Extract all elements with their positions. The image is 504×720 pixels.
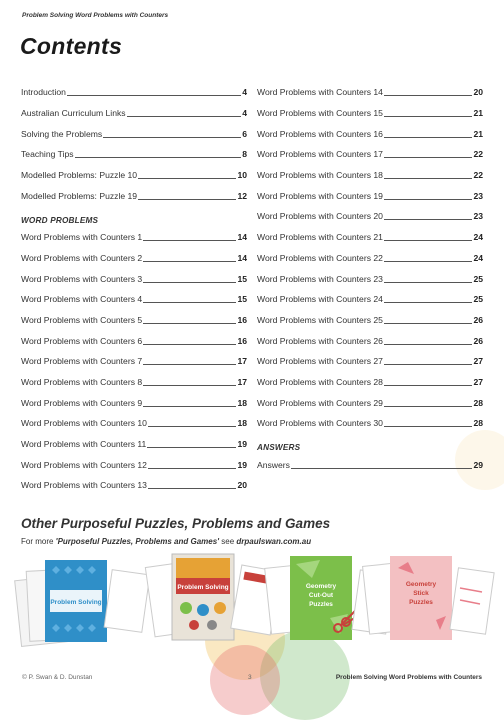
toc-row[interactable] — [257, 351, 483, 372]
subtitle-mid: see — [219, 537, 237, 546]
toc-row[interactable] — [21, 185, 247, 206]
toc-label: Solving the Problems — [21, 128, 103, 139]
toc-row[interactable] — [257, 227, 483, 248]
toc-label: Word Problems with Counters 29 — [257, 397, 383, 408]
toc-page: 15 — [237, 273, 247, 284]
footer-page-number: 3 — [248, 674, 252, 681]
toc-row[interactable] — [257, 392, 483, 413]
toc-row[interactable] — [21, 248, 247, 269]
toc-page: 21 — [473, 108, 483, 119]
toc-row[interactable] — [21, 82, 247, 103]
toc-leader — [384, 88, 473, 96]
toc-row[interactable] — [21, 268, 247, 289]
toc-page: 17 — [237, 356, 247, 367]
toc-label: Word Problems with Counters 17 — [257, 149, 383, 160]
toc-leader — [384, 316, 473, 324]
toc-page: 14 — [237, 232, 247, 243]
toc-leader — [148, 481, 237, 489]
toc-page: 22 — [473, 149, 483, 160]
toc-leader — [148, 419, 237, 427]
toc-page: 26 — [473, 335, 483, 346]
toc-row[interactable] — [21, 289, 247, 310]
toc-label: Word Problems with Counters 23 — [257, 273, 383, 284]
toc-row[interactable] — [257, 165, 483, 186]
toc-row[interactable] — [257, 289, 483, 310]
toc-label: Word Problems with Counters 15 — [257, 108, 383, 119]
toc-page: 18 — [237, 418, 247, 429]
toc-row[interactable] — [21, 227, 247, 248]
book3-title-line2: Cut-Out — [308, 592, 334, 599]
toc-row[interactable] — [257, 268, 483, 289]
toc-leader — [127, 109, 242, 117]
toc-leader — [103, 130, 241, 138]
toc-label: Word Problems with Counters 14 — [257, 87, 383, 98]
toc-page: 10 — [237, 170, 247, 181]
toc-label: Word Problems with Counters 22 — [257, 252, 383, 263]
toc-label: Word Problems with Counters 1 — [21, 232, 143, 243]
toc-page: 20 — [237, 480, 247, 491]
toc-leader — [384, 399, 473, 407]
toc-label: Word Problems with Counters 16 — [257, 128, 383, 139]
toc-leader — [143, 337, 236, 345]
book3-title-line1: Geometry — [305, 583, 337, 590]
toc-row[interactable] — [21, 434, 247, 455]
toc-label: Answers — [257, 459, 290, 470]
toc-page: 27 — [473, 376, 483, 387]
toc-label: Word Problems with Counters 21 — [257, 232, 383, 243]
toc-page: 4 — [242, 108, 247, 119]
toc-page: 21 — [473, 128, 483, 139]
toc-page: 27 — [473, 356, 483, 367]
toc-label: Word Problems with Counters 12 — [21, 459, 147, 470]
toc-page: 23 — [473, 190, 483, 201]
toc-label: Word Problems with Counters 3 — [21, 273, 143, 284]
toc-row[interactable] — [21, 413, 247, 434]
other-puzzles-subtitle — [21, 537, 311, 546]
toc-label: Word Problems with Counters 26 — [257, 335, 383, 346]
toc-leader — [75, 150, 242, 158]
toc-page: 18 — [237, 397, 247, 408]
toc-leader — [384, 150, 473, 158]
toc-row[interactable] — [257, 310, 483, 331]
toc-row[interactable] — [21, 372, 247, 393]
toc-leader — [384, 130, 473, 138]
toc-leader — [384, 357, 473, 365]
toc-leader — [384, 171, 473, 179]
toc-label: Word Problems with Counters 20 — [257, 211, 383, 222]
toc-label: Word Problems with Counters 8 — [21, 376, 143, 387]
toc-leader — [143, 233, 236, 241]
toc-leader — [384, 337, 473, 345]
toc-page: 16 — [237, 314, 247, 325]
footer-book-title: Problem Solving Word Problems with Counters — [335, 674, 482, 681]
book-cover-problem-solving-mixed[interactable] — [145, 554, 281, 640]
toc-leader — [147, 440, 236, 448]
toc-row[interactable] — [257, 206, 483, 227]
subtitle-series-name: 'Purposeful Puzzles, Problems and Games' — [55, 537, 220, 546]
toc-row[interactable] — [21, 103, 247, 124]
book-cover-geometry-stick[interactable] — [363, 556, 495, 640]
section-heading-answers: ANSWERS — [257, 443, 301, 453]
toc-leader — [384, 192, 473, 200]
toc-row[interactable] — [257, 103, 483, 124]
toc-label: Word Problems with Counters 2 — [21, 252, 143, 263]
toc-row[interactable] — [21, 351, 247, 372]
toc-row[interactable] — [21, 392, 247, 413]
toc-page: 29 — [473, 459, 483, 470]
toc-label: Word Problems with Counters 9 — [21, 397, 143, 408]
toc-leader — [143, 295, 236, 303]
book2-title: Problem Solving — [177, 584, 229, 591]
toc-page: 6 — [242, 128, 247, 139]
toc-row[interactable] — [21, 123, 247, 144]
toc-page: 19 — [237, 439, 247, 450]
toc-label: Word Problems with Counters 5 — [21, 314, 143, 325]
toc-leader — [143, 399, 236, 407]
toc-page: 22 — [473, 170, 483, 181]
toc-label: Modelled Problems: Puzzle 10 — [21, 170, 138, 181]
page-title: Contents — [20, 33, 123, 59]
toc-leader — [384, 275, 473, 283]
toc-leader — [384, 419, 473, 427]
toc-row[interactable] — [21, 475, 247, 496]
toc-leader — [384, 254, 473, 262]
toc-row[interactable] — [257, 372, 483, 393]
toc-leader — [148, 461, 237, 469]
toc-page: 28 — [473, 397, 483, 408]
toc-leader — [384, 233, 473, 241]
toc-page: 14 — [237, 252, 247, 263]
toc-row[interactable] — [257, 330, 483, 351]
toc-page: 19 — [237, 459, 247, 470]
toc-label: Teaching Tips — [21, 149, 74, 160]
contents-right-column — [257, 82, 483, 475]
toc-leader — [384, 212, 473, 220]
toc-page: 25 — [473, 273, 483, 284]
toc-label: Word Problems with Counters 18 — [257, 170, 383, 181]
toc-page: 8 — [242, 149, 247, 160]
toc-page: 24 — [473, 252, 483, 263]
toc-label: Word Problems with Counters 28 — [257, 376, 383, 387]
footer-copyright: © P. Swan & D. Dunstan — [22, 674, 93, 681]
toc-row[interactable] — [257, 123, 483, 144]
toc-leader — [384, 109, 473, 117]
toc-label: Word Problems with Counters 19 — [257, 190, 383, 201]
toc-row[interactable] — [21, 454, 247, 475]
book-covers-showcase — [0, 548, 504, 660]
toc-page: 12 — [237, 190, 247, 201]
subtitle-prefix: For more — [21, 537, 56, 546]
toc-row[interactable] — [257, 144, 483, 165]
book4-title-line3: Puzzles — [409, 599, 433, 606]
toc-label: Word Problems with Counters 4 — [21, 294, 143, 305]
toc-leader — [143, 254, 236, 262]
toc-label: Word Problems with Counters 24 — [257, 294, 383, 305]
toc-label: Word Problems with Counters 6 — [21, 335, 143, 346]
toc-row[interactable] — [21, 330, 247, 351]
toc-leader — [138, 171, 236, 179]
toc-label: Word Problems with Counters 7 — [21, 356, 143, 367]
book1-title: Problem Solving — [50, 599, 102, 606]
toc-label: Word Problems with Counters 27 — [257, 356, 383, 367]
toc-leader — [384, 378, 473, 386]
toc-leader — [143, 357, 236, 365]
toc-label: Word Problems with Counters 30 — [257, 418, 383, 429]
book3-title-line3: Puzzles — [309, 601, 333, 608]
toc-leader — [143, 316, 236, 324]
book4-title-line1: Geometry — [405, 581, 437, 588]
toc-page: 15 — [237, 294, 247, 305]
toc-leader — [291, 461, 472, 469]
toc-row[interactable] — [257, 248, 483, 269]
toc-row[interactable] — [257, 185, 483, 206]
toc-leader — [143, 275, 236, 283]
header-subtitle: Problem Solving Word Problems with Counters — [22, 12, 169, 19]
toc-label: Word Problems with Counters 11 — [21, 439, 147, 450]
toc-page: 28 — [473, 418, 483, 429]
toc-page: 26 — [473, 314, 483, 325]
book-cover-problem-solving-blue[interactable] — [15, 560, 150, 646]
book4-title-line2: Stick — [413, 590, 429, 597]
toc-page: 20 — [473, 87, 483, 98]
toc-label: Word Problems with Counters 10 — [21, 418, 147, 429]
toc-row[interactable] — [257, 454, 483, 475]
toc-label: Word Problems with Counters 25 — [257, 314, 383, 325]
toc-leader — [143, 378, 236, 386]
toc-leader — [67, 88, 241, 96]
toc-row[interactable] — [21, 310, 247, 331]
toc-row[interactable] — [21, 144, 247, 165]
toc-page: 17 — [237, 376, 247, 387]
toc-page: 16 — [237, 335, 247, 346]
toc-page: 4 — [242, 87, 247, 98]
toc-row[interactable] — [257, 413, 483, 434]
toc-row[interactable] — [257, 82, 483, 103]
section-heading-word-problems: WORD PROBLEMS — [21, 215, 99, 225]
other-puzzles-heading: Other Purposeful Puzzles, Problems and Games — [21, 516, 331, 531]
toc-page: 23 — [473, 211, 483, 222]
toc-leader — [384, 295, 473, 303]
toc-label: Australian Curriculum Links — [21, 108, 126, 119]
toc-leader — [138, 192, 236, 200]
website-link[interactable]: drpaulswan.com.au — [236, 537, 312, 546]
toc-row[interactable] — [21, 165, 247, 186]
toc-page: 25 — [473, 294, 483, 305]
contents-left-column — [21, 82, 247, 496]
toc-label: Introduction — [21, 87, 66, 98]
toc-label: Word Problems with Counters 13 — [21, 480, 147, 491]
toc-page: 24 — [473, 232, 483, 243]
toc-label: Modelled Problems: Puzzle 19 — [21, 190, 138, 201]
